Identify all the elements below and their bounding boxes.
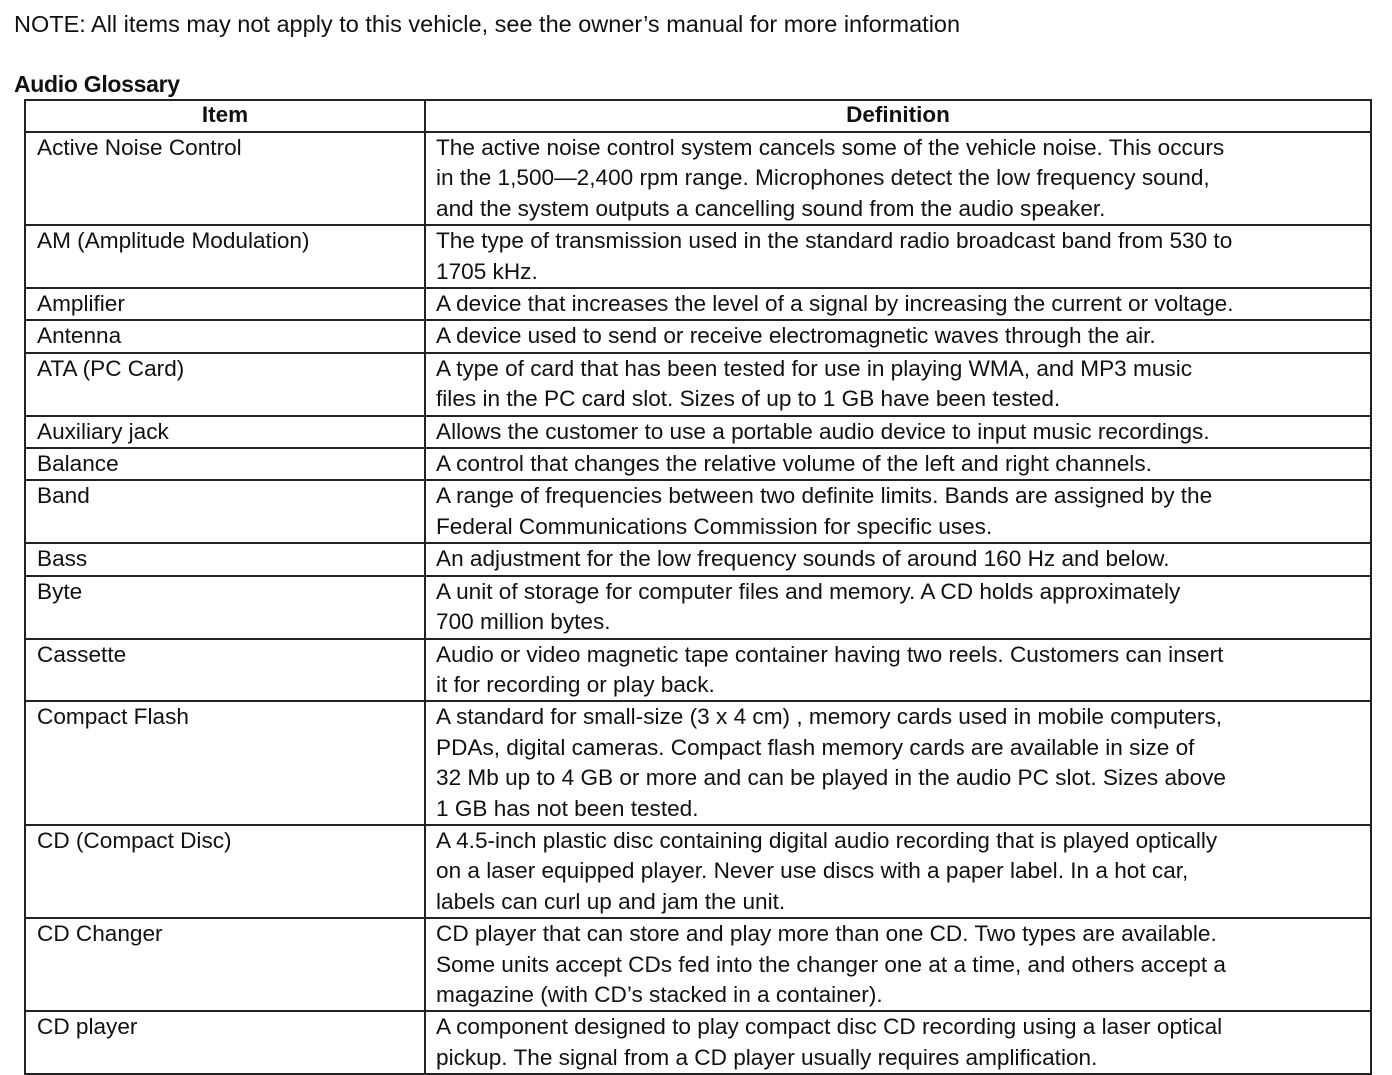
definition-line: 1 GB has not been tested.	[436, 795, 699, 821]
glossary-item-term: CD player	[25, 1011, 425, 1074]
table-row	[25, 701, 1371, 825]
definition-line: A device used to send or receive electromagnetic waves through the air.	[436, 323, 1156, 349]
glossary-item-term: Auxiliary jack	[25, 416, 425, 448]
header-item: Item	[25, 100, 425, 132]
glossary-item-term: Balance	[25, 448, 425, 480]
glossary-item-definition	[425, 1011, 1371, 1074]
table-row	[25, 543, 1371, 575]
glossary-item-definition	[425, 918, 1371, 1011]
glossary-item-definition	[425, 639, 1371, 702]
definition-line: A type of card that has been tested for use in playing WMA, and MP3 music	[436, 355, 1193, 381]
definition-line: A unit of storage for computer files and memory. A CD holds approximately	[436, 578, 1181, 604]
glossary-item-term: Active Noise Control	[25, 132, 425, 225]
note-text: NOTE: All items may not apply to this vehicle, see the owner’s manual for more information	[14, 11, 961, 37]
definition-line: A range of frequencies between two definite limits. Bands are assigned by the	[436, 483, 1213, 509]
table-row	[25, 353, 1371, 416]
definition-line: A 4.5-inch plastic disc containing digital audio recording that is played optically	[436, 827, 1218, 853]
table-row	[25, 225, 1371, 288]
header-definition: Definition	[425, 100, 1371, 132]
glossary-item-definition	[425, 353, 1371, 416]
glossary-item-definition	[425, 701, 1371, 825]
glossary-item-definition	[425, 543, 1371, 575]
glossary-item-term: Band	[25, 480, 425, 543]
glossary-item-term: Amplifier	[25, 288, 425, 320]
definition-line: on a laser equipped player. Never use discs with a paper label. In a hot car,	[436, 858, 1189, 884]
glossary-item-definition	[425, 225, 1371, 288]
glossary-item-definition	[425, 576, 1371, 639]
definition-line: The active noise control system cancels some of the vehicle noise. This occurs	[436, 135, 1225, 160]
glossary-item-definition	[425, 448, 1371, 480]
definition-line: 700 million bytes.	[436, 609, 611, 635]
definition-line: in the 1,500—2,400 rpm range. Microphones detect the low frequency sound,	[436, 165, 1210, 191]
definition-line: files in the PC card slot. Sizes of up to 1 GB have been tested.	[436, 386, 1061, 412]
table-row	[25, 576, 1371, 639]
definition-line: Audio or video magnetic tape container having two reels. Customers can insert	[436, 641, 1224, 667]
definition-line: An adjustment for the low frequency sounds of around 160 Hz and below.	[436, 546, 1170, 572]
glossary-item-term: Compact Flash	[25, 701, 425, 825]
definition-line: labels can curl up and jam the unit.	[436, 888, 786, 914]
glossary-item-definition	[425, 480, 1371, 543]
table-row	[25, 416, 1371, 448]
table-row	[25, 918, 1371, 1011]
glossary-item-term: Antenna	[25, 320, 425, 352]
glossary-item-term: Cassette	[25, 639, 425, 702]
glossary-item-definition	[425, 825, 1371, 918]
definition-line: A standard for small-size (3 x 4 cm) , memory cards used in mobile computers,	[436, 704, 1223, 730]
glossary-item-term: Byte	[25, 576, 425, 639]
table-body	[25, 132, 1371, 1074]
definition-line: A component designed to play compact disc CD recording using a laser optical	[436, 1014, 1223, 1040]
glossary-item-definition	[425, 416, 1371, 448]
glossary-item-definition	[425, 320, 1371, 352]
definition-line: 1705 kHz.	[436, 258, 538, 284]
table-row	[25, 639, 1371, 702]
definition-line: CD player that can store and play more than one CD. Two types are available.	[436, 921, 1217, 947]
glossary-item-term: ATA (PC Card)	[25, 353, 425, 416]
table-row	[25, 448, 1371, 480]
definition-line: A device that increases the level of a signal by increasing the current or voltage.	[436, 291, 1234, 317]
glossary-item-term: Bass	[25, 543, 425, 575]
glossary-item-term: CD (Compact Disc)	[25, 825, 425, 918]
definition-line: PDAs, digital cameras. Compact flash memory cards are available in size of	[436, 734, 1195, 760]
definition-line: magazine (with CD’s stacked in a container).	[436, 981, 883, 1007]
table-row	[25, 825, 1371, 918]
definition-line: The type of transmission used in the standard radio broadcast band from 530 to	[436, 228, 1233, 254]
definition-line: Federal Communications Commission for specific uses.	[436, 513, 993, 539]
table-row	[25, 480, 1371, 543]
audio-glossary-table	[24, 99, 1372, 1075]
glossary-item-definition	[425, 288, 1371, 320]
table-row	[25, 132, 1371, 225]
glossary-item-term: CD Changer	[25, 918, 425, 1011]
table-row	[25, 288, 1371, 320]
definition-line: 32 Mb up to 4 GB or more and can be played in the audio PC slot. Sizes above	[436, 765, 1226, 791]
table-header-row	[25, 100, 1371, 132]
section-title: Audio Glossary	[14, 71, 180, 97]
glossary-item-term: AM (Amplitude Modulation)	[25, 225, 425, 288]
definition-line: pickup. The signal from a CD player usually requires amplification.	[436, 1044, 1098, 1070]
definition-line: it for recording or play back.	[436, 671, 715, 697]
table-row	[25, 320, 1371, 352]
table-row	[25, 1011, 1371, 1074]
definition-line: Allows the customer to use a portable audio device to input music recordings.	[436, 418, 1210, 444]
definition-line: and the system outputs a cancelling sound from the audio speaker.	[436, 195, 1106, 221]
definition-line: A control that changes the relative volume of the left and right channels.	[436, 451, 1152, 477]
glossary-item-definition	[425, 132, 1371, 225]
definition-line: Some units accept CDs fed into the changer one at a time, and others accept a	[436, 951, 1226, 977]
